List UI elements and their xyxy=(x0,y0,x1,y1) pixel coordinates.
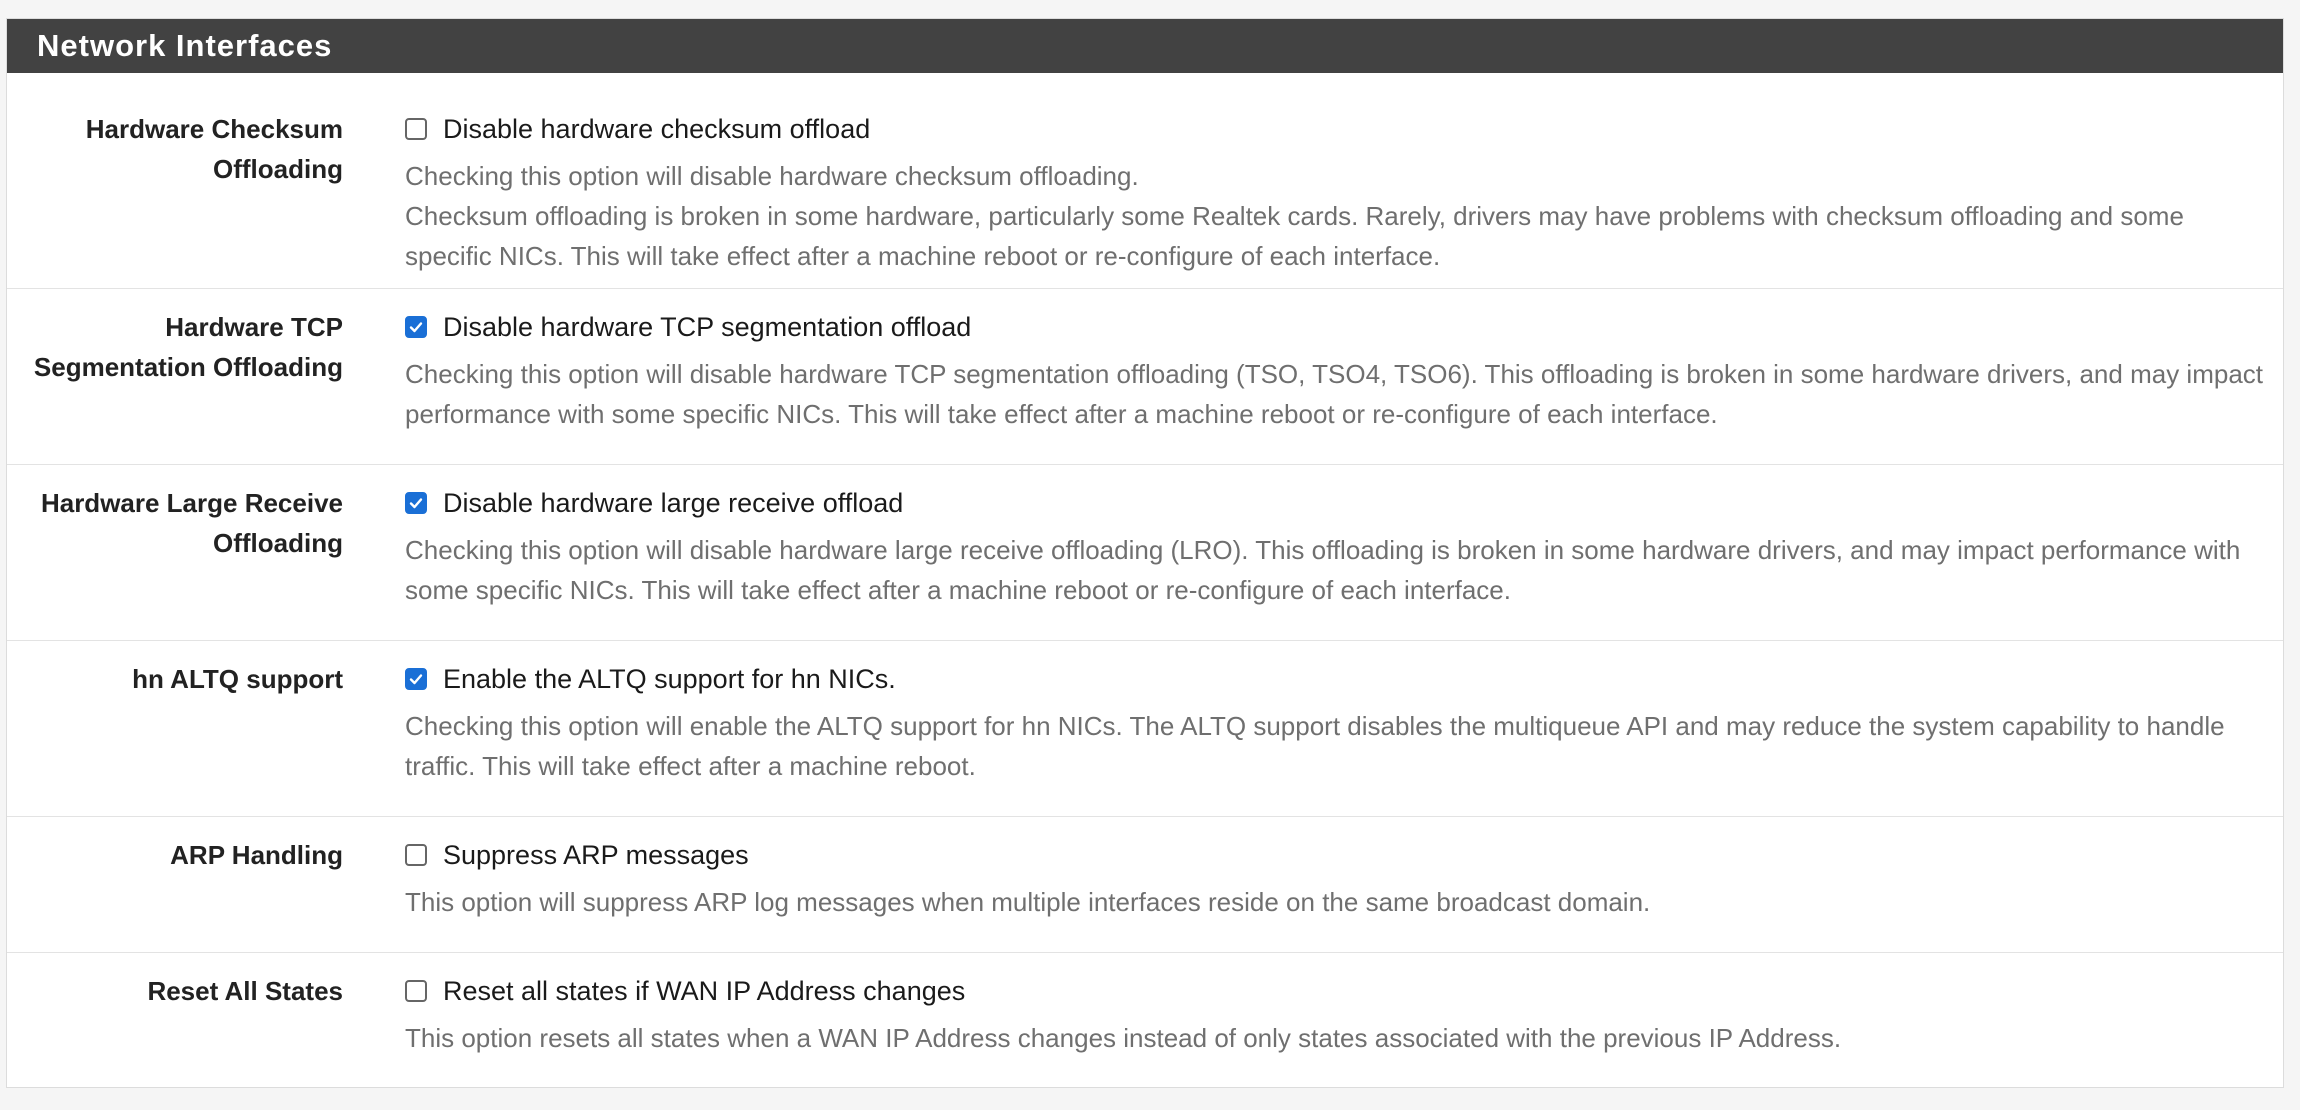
checkbox-suppress-arp[interactable] xyxy=(405,844,427,866)
row-control xyxy=(405,659,2275,786)
help-text: Checking this option will disable hardware large receive offloading (LRO). This offloading is broken in some hardware drivers, and may impact performance with some specific NICs. This will take effect after a machine reboot or re-configure of each interface. xyxy=(405,535,2241,605)
large-receive-offload-option[interactable] xyxy=(405,483,2275,523)
checkbox-label[interactable]: Enable the ALTQ support for hn NICs. xyxy=(443,663,896,694)
hn-altq-option[interactable] xyxy=(405,659,2275,699)
panel-title: Network Interfaces xyxy=(7,19,2283,73)
row-control xyxy=(405,307,2275,434)
checkbox-label[interactable]: Suppress ARP messages xyxy=(443,839,749,870)
help-text: Checking this option will enable the ALTQ support for hn NICs. The ALTQ support disables the multiqueue API and may reduce the system capability to handle traffic. This will take effect after a machine reboot. xyxy=(405,711,2225,781)
help-text: This option will suppress ARP log messages when multiple interfaces reside on the same broadcast domain. xyxy=(405,887,1651,917)
row-control xyxy=(405,835,2275,922)
row-hardware-tcp-segmentation-offloading xyxy=(7,289,2283,465)
row-hn-altq-support xyxy=(7,641,2283,817)
row-control xyxy=(405,483,2275,610)
help-text: This option resets all states when a WAN IP Address changes instead of only states associated with the previous IP Address. xyxy=(405,1023,1842,1053)
network-interfaces-panel xyxy=(6,18,2284,1088)
checkbox-enable-hn-altq[interactable] xyxy=(405,668,427,690)
checkbox-label[interactable]: Disable hardware TCP segmentation offload xyxy=(443,311,972,342)
row-label: Hardware TCP Segmentation Offloading xyxy=(33,312,343,382)
checkbox-label[interactable]: Reset all states if WAN IP Address changes xyxy=(443,975,966,1006)
row-control xyxy=(405,109,2275,276)
row-label: Hardware Large Receive Offloading xyxy=(40,488,343,558)
row-reset-all-states xyxy=(7,953,2283,1089)
checkbox-label[interactable]: Disable hardware checksum offload xyxy=(443,113,871,144)
tcp-segmentation-offload-option[interactable] xyxy=(405,307,2275,347)
row-arp-handling xyxy=(7,817,2283,953)
checkbox-disable-tcp-segmentation-offload[interactable] xyxy=(405,316,427,338)
arp-handling-option[interactable] xyxy=(405,835,2275,875)
row-label: hn ALTQ support xyxy=(132,664,343,694)
row-label: ARP Handling xyxy=(170,840,343,870)
help-text: Checking this option will disable hardware TCP segmentation offloading (TSO, TSO4, TSO6). This offloading is broken in some hardware drivers, and may impact performance with some specific NICs. This will take effect after a machine reboot or re-configure of each interface. xyxy=(405,359,2263,429)
checksum-offload-option[interactable] xyxy=(405,109,2275,149)
checkbox-disable-checksum-offload[interactable] xyxy=(405,118,427,140)
row-label: Hardware Checksum Offloading xyxy=(85,114,343,184)
row-hardware-checksum-offloading xyxy=(7,73,2283,289)
row-control xyxy=(405,971,2275,1058)
row-label: Reset All States xyxy=(147,976,343,1006)
checkbox-label[interactable]: Disable hardware large receive offload xyxy=(443,487,904,518)
reset-all-states-option[interactable] xyxy=(405,971,2275,1011)
help-text: Checking this option will disable hardware checksum offloading. Checksum offloading is broken in some hardware, particularly some Realtek cards. Rarely, drivers may have problems with checksum offloading and some specific NICs. This will take effect after a machine reboot or re-configure of each interface. xyxy=(405,161,2184,271)
checkbox-disable-large-receive-offload[interactable] xyxy=(405,492,427,514)
row-hardware-large-receive-offloading xyxy=(7,465,2283,641)
checkbox-reset-all-states[interactable] xyxy=(405,980,427,1002)
